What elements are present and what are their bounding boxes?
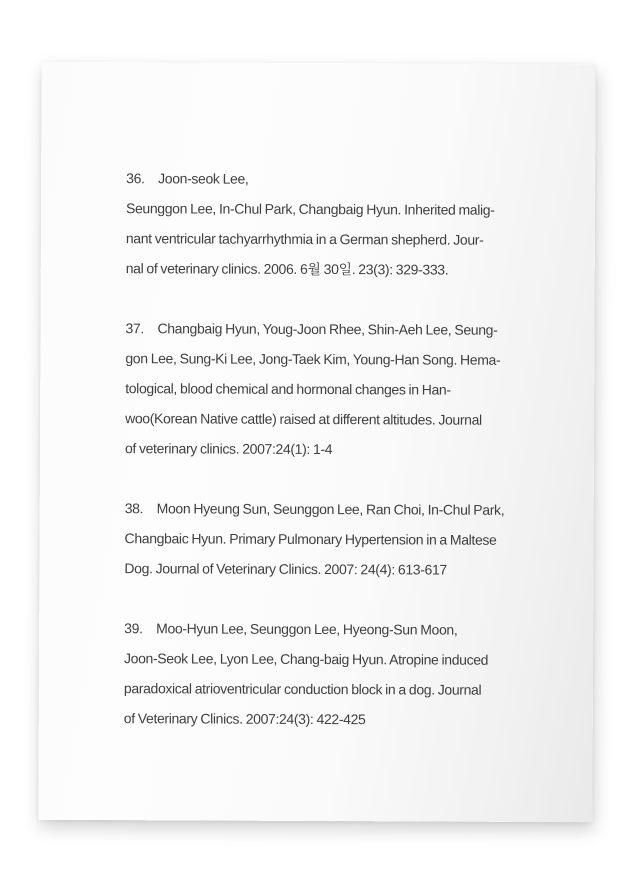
reference-line: tological, blood chemical and hormonal changes in Han-: [125, 380, 451, 398]
reference-line: gon Lee, Sung-Ki Lee, Jong-Taek Kim, Young-Han Song. Hema-: [125, 350, 501, 368]
reference-39: [124, 613, 521, 735]
reference-line: of Veterinary Clinics. 2007:24(3): 422-425: [123, 710, 366, 728]
reference-line: of veterinary clinics. 2007:24(1): 1-4: [124, 440, 333, 458]
reference-36: [126, 163, 523, 285]
document-page: [38, 62, 595, 822]
reference-38: [124, 493, 520, 585]
reference-line: Changbaic Hyun. Primary Pulmonary Hypertension in a Maltese: [124, 530, 497, 548]
reference-text: Moo-Hyun Lee, Seunggon Lee, Hyeong-Sun Moon,: [156, 620, 458, 638]
reference-number: 38.: [124, 500, 144, 517]
reference-37: [125, 313, 522, 465]
reference-number: 36.: [126, 170, 145, 187]
reference-text: Changbaig Hyun, Youg-Joon Rhee, Shin-Aeh Lee, Seung-: [157, 320, 498, 338]
reference-line: Joon-Seok Lee, Lyon Lee, Chang-baig Hyun. Atropine induced: [124, 650, 489, 668]
reference-line: nal of veterinary clinics. 2006. 6월 30일. 23(3): 329-333.: [125, 260, 449, 278]
reference-line: [125, 493, 521, 525]
reference-line: [125, 313, 521, 345]
reference-line: [126, 163, 522, 195]
reference-line: woo(Korean Native cattle) raised at different altitudes. Journal: [125, 410, 482, 428]
reference-line: [124, 613, 520, 645]
reference-text: Moon Hyeung Sun, Seunggon Lee, Ran Choi, In-Chul Park,: [156, 500, 505, 518]
reference-line: Seunggon Lee, In-Chul Park, Changbaig Hyun. Inherited malig-: [125, 200, 495, 218]
reference-line: paradoxical atrioventricular conduction block in a dog. Journal: [123, 680, 482, 698]
reference-list: [124, 163, 523, 765]
reference-line: nant ventricular tachyarrhythmia in a German shepherd. Jour-: [125, 230, 484, 248]
reference-number: 37.: [125, 320, 144, 337]
reference-text: Joon-seok Lee,: [158, 170, 249, 187]
reference-line: Dog. Journal of Veterinary Clinics. 2007: 24(4): 613-617: [124, 560, 447, 578]
reference-number: 39.: [124, 620, 143, 637]
